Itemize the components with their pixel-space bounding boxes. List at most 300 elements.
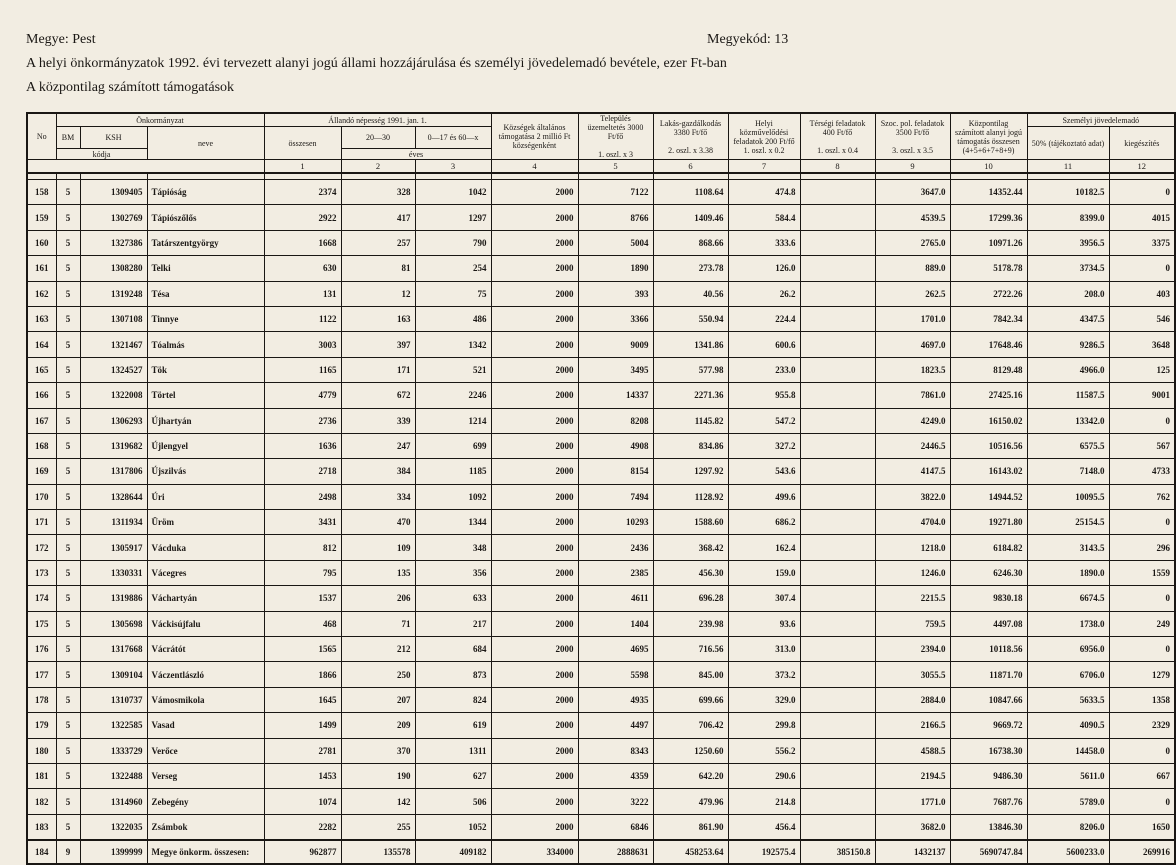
table-cell: 1319248 [80,281,147,306]
table-row [27,535,1175,560]
table-cell: 1588.60 [653,510,728,535]
table-row [27,205,1175,230]
table-cell: 5633.5 [1027,687,1109,712]
table-cell: 370 [341,738,415,763]
total-row [27,840,1175,864]
table-cell: 2000 [491,357,578,382]
table-row [27,306,1175,331]
table-cell: 3003 [264,332,341,357]
table-cell: 166 [27,383,56,408]
table-cell: 868.66 [653,230,728,255]
table-cell: 667 [1109,763,1175,788]
table-cell: 3431 [264,510,341,535]
table-cell: 174 [27,586,56,611]
table-cell: 4249.0 [875,408,950,433]
table-cell: 6846 [578,814,653,840]
table-cell: 169 [27,459,56,484]
table-cell: 5 [56,205,80,230]
table-cell: 1305917 [80,535,147,560]
col-number: 12 [1109,160,1175,174]
col-age-20-30: 20—30 [341,127,415,149]
table-cell: 7494 [578,484,653,509]
col-age-0-17: 0—17 és 60—x [415,127,491,149]
table-cell: 307.4 [728,586,800,611]
col-number: 1 [264,160,341,174]
table-cell: 8206.0 [1027,814,1109,840]
table-cell: 456.4 [728,814,800,840]
table-cell: 5 [56,738,80,763]
table-cell: 2000 [491,332,578,357]
table-cell: 672 [341,383,415,408]
table-cell: 373.2 [728,662,800,687]
table-cell: 16143.02 [950,459,1027,484]
table-cell: 212 [341,637,415,662]
col-telepules-formula: 1. oszl. x 3 [598,150,633,159]
total-cell: 962877 [264,840,341,864]
col-ksh: KSH [80,127,147,149]
table-cell: 2000 [491,281,578,306]
table-cell: 1321467 [80,332,147,357]
col-neve: neve [147,127,264,160]
table-cell [800,637,875,662]
table-cell [800,332,875,357]
table-cell: 4497.08 [950,611,1027,636]
table-cell: 183 [27,814,56,840]
table-cell: 479.96 [653,789,728,814]
col-nepesseg: Állandó népesség 1991. jan. 1. [264,113,491,127]
table-cell: 6575.5 [1027,433,1109,458]
table-cell: 2000 [491,459,578,484]
table-cell: 7122 [578,180,653,205]
table-row [27,230,1175,255]
table-cell: 384 [341,459,415,484]
table-cell: 684 [415,637,491,662]
table-cell: 214.8 [728,789,800,814]
total-cell: 5600233.0 [1027,840,1109,864]
table-cell: 19271.80 [950,510,1027,535]
table-cell: 9009 [578,332,653,357]
table-cell: 206 [341,586,415,611]
table-row [27,256,1175,281]
table-cell: 173 [27,560,56,585]
table-cell: 5 [56,713,80,738]
table-cell: 2000 [491,687,578,712]
table-cell: 556.2 [728,738,800,763]
table-cell: 417 [341,205,415,230]
table-cell: 75 [415,281,491,306]
table-cell: 5 [56,256,80,281]
table-cell: 296 [1109,535,1175,560]
table-cell: 5 [56,637,80,662]
table-row [27,586,1175,611]
table-row [27,611,1175,636]
col-bm: BM [56,127,80,149]
table-cell: 4704.0 [875,510,950,535]
table-cell: Vácegres [147,560,264,585]
table-cell: 4497 [578,713,653,738]
table-cell: 160 [27,230,56,255]
table-row [27,408,1175,433]
table-cell: 5598 [578,662,653,687]
table-cell: 1305698 [80,611,147,636]
table-cell: 4147.5 [875,459,950,484]
table-cell: 1565 [264,637,341,662]
total-cell: 5690747.84 [950,840,1027,864]
table-cell: 181 [27,763,56,788]
table-cell: 9486.30 [950,763,1027,788]
table-cell: 4966.0 [1027,357,1109,382]
table-cell: 1317806 [80,459,147,484]
total-cell: 409182 [415,840,491,864]
table-cell: 7861.0 [875,383,950,408]
table-cell: Újszilvás [147,459,264,484]
table-cell: 2736 [264,408,341,433]
col-telepules [578,113,653,160]
table-cell: 5789.0 [1027,789,1109,814]
table-cell: 1122 [264,306,341,331]
table-cell: 125 [1109,357,1175,382]
table-cell: Tésa [147,281,264,306]
table-cell: 1322585 [80,713,147,738]
table-cell: 1344 [415,510,491,535]
table-cell: 699.66 [653,687,728,712]
col-number: 6 [653,160,728,174]
table-cell: 2000 [491,205,578,230]
table-cell: 224.4 [728,306,800,331]
table-cell: 716.56 [653,637,728,662]
table-cell: 2000 [491,180,578,205]
table-cell: 131 [264,281,341,306]
col-osszesen: összesen [264,127,341,160]
table-cell: 584.4 [728,205,800,230]
table-cell: 2000 [491,789,578,814]
table-row [27,713,1175,738]
table-cell: 1358 [1109,687,1175,712]
table-cell [800,256,875,281]
table-cell: 7687.76 [950,789,1027,814]
table-cell: 4695 [578,637,653,662]
table-cell: 217 [415,611,491,636]
table-cell: 2000 [491,611,578,636]
table-cell: Tök [147,357,264,382]
table-cell [800,230,875,255]
table-cell: 11587.5 [1027,383,1109,408]
total-cell: 334000 [491,840,578,864]
table-cell: 812 [264,535,341,560]
col-szja-50: 50% (tájékoztató adat) [1027,127,1109,160]
table-cell: 3055.5 [875,662,950,687]
table-cell: 6956.0 [1027,637,1109,662]
table-cell: 1314960 [80,789,147,814]
table-cell: 1309405 [80,180,147,205]
table-cell: Tatárszentgyörgy [147,230,264,255]
col-kozsegek: Községek általános támogatása 2 millió Ft községenként [491,113,578,160]
col-lakas-title: Lakás-gazdálkodás 3380 Ft/fő [659,118,722,137]
table-cell: 474.8 [728,180,800,205]
total-cell: Megye önkorm. összesen: [147,840,264,864]
table-cell: 172 [27,535,56,560]
table-cell: 4090.5 [1027,713,1109,738]
col-lakas [653,113,728,160]
table-cell: 1559 [1109,560,1175,585]
table-cell: 1311934 [80,510,147,535]
table-row [27,281,1175,306]
table-cell: 5004 [578,230,653,255]
table-cell: 2000 [491,306,578,331]
table-cell: 2282 [264,814,341,840]
table-cell: 126.0 [728,256,800,281]
table-cell [800,662,875,687]
table-cell: 0 [1109,408,1175,433]
table-cell: 468 [264,611,341,636]
table-cell: 8154 [578,459,653,484]
table-cell: 2922 [264,205,341,230]
col-szoc [875,113,950,160]
table-cell: 2329 [1109,713,1175,738]
table-cell: Tápiószőlős [147,205,264,230]
col-onkormanyzat: Önkormányzat [56,113,264,127]
table-cell: 6706.0 [1027,662,1109,687]
table-row [27,789,1175,814]
table-cell: 1279 [1109,662,1175,687]
table-cell: 1650 [1109,814,1175,840]
table-cell: Telki [147,256,264,281]
table-cell: 5 [56,433,80,458]
table-cell: 1327386 [80,230,147,255]
table-cell: 1453 [264,763,341,788]
col-no: No [27,113,56,160]
table-cell: 546 [1109,306,1175,331]
table-cell: 8129.48 [950,357,1027,382]
table-cell: 273.78 [653,256,728,281]
table-cell: 93.6 [728,611,800,636]
table-row [27,738,1175,763]
table-cell: 686.2 [728,510,800,535]
table-cell: 1042 [415,180,491,205]
table-cell [800,484,875,509]
col-kozponti [950,113,1027,160]
table-row [27,357,1175,382]
table-cell: 109 [341,535,415,560]
total-cell: 1432137 [875,840,950,864]
table-cell: 1342 [415,332,491,357]
total-cell: 269916 [1109,840,1175,864]
table-cell: 5 [56,459,80,484]
table-cell: 5 [56,687,80,712]
table-cell: 1319886 [80,586,147,611]
table-cell: 2000 [491,560,578,585]
table-cell: 168 [27,433,56,458]
table-cell: 171 [341,357,415,382]
table-cell: 0 [1109,637,1175,662]
table-cell: 824 [415,687,491,712]
table-cell: Vámosmikola [147,687,264,712]
page-subtitle: A központilag számított támogatások [26,80,235,95]
table-cell: 3143.5 [1027,535,1109,560]
table-cell: 0 [1109,738,1175,763]
table-cell [800,763,875,788]
table-cell [800,535,875,560]
table-cell: 3495 [578,357,653,382]
table-cell: 5 [56,332,80,357]
table-cell: 1738.0 [1027,611,1109,636]
table-cell: 600.6 [728,332,800,357]
table-cell: Vácduka [147,535,264,560]
total-cell: 135578 [341,840,415,864]
total-cell: 9 [56,840,80,864]
table-cell: 17299.36 [950,205,1027,230]
table-cell: 4359 [578,763,653,788]
table-cell: 4697.0 [875,332,950,357]
table-row [27,814,1175,840]
table-cell: 1145.82 [653,408,728,433]
table-cell: 1890.0 [1027,560,1109,585]
table-cell: 1701.0 [875,306,950,331]
table-cell: 313.0 [728,637,800,662]
table-cell: 627 [415,763,491,788]
col-kiegeszites: kiegészítés [1109,127,1175,160]
table-cell: 165 [27,357,56,382]
table-cell: 2000 [491,510,578,535]
table-cell: 209 [341,713,415,738]
table-cell: 1645 [264,687,341,712]
table-cell: 180 [27,738,56,763]
table-cell: 696.28 [653,586,728,611]
table-cell: 1499 [264,713,341,738]
table-cell: 190 [341,763,415,788]
table-cell: 164 [27,332,56,357]
table-cell: 25154.5 [1027,510,1109,535]
table-cell: Verseg [147,763,264,788]
table-cell: 2000 [491,637,578,662]
table-cell: 10095.5 [1027,484,1109,509]
total-cell: 192575.4 [728,840,800,864]
col-helyi-formula: 1. oszl. x 0.2 [743,145,785,155]
table-cell: 5 [56,230,80,255]
table-cell: 1322035 [80,814,147,840]
table-cell: 329.0 [728,687,800,712]
table-cell: 13846.30 [950,814,1027,840]
table-cell: 2000 [491,662,578,687]
table-cell: 845.00 [653,662,728,687]
table-cell: 171 [27,510,56,535]
table-cell: 1308280 [80,256,147,281]
table-cell: 162.4 [728,535,800,560]
table-row [27,484,1175,509]
table-cell: 1328644 [80,484,147,509]
table-cell: 619 [415,713,491,738]
table-cell: 5611.0 [1027,763,1109,788]
table-cell: 2271.36 [653,383,728,408]
table-cell: 5 [56,484,80,509]
col-number-blank [27,160,264,174]
table-cell: 795 [264,560,341,585]
col-number: 3 [415,160,491,174]
table-cell: 3734.5 [1027,256,1109,281]
table-cell: 10847.66 [950,687,1027,712]
col-number: 9 [875,160,950,174]
table-cell: Vácrátót [147,637,264,662]
table-cell: 1250.60 [653,738,728,763]
table-cell: 5 [56,281,80,306]
table-cell: 250 [341,662,415,687]
table-cell: 630 [264,256,341,281]
table-cell: Zsámbok [147,814,264,840]
support-table [26,112,1176,865]
table-row [27,510,1175,535]
total-cell: 458253.64 [653,840,728,864]
table-cell: Újhartyán [147,408,264,433]
table-cell: 3222 [578,789,653,814]
table-cell: 3647.0 [875,180,950,205]
table-cell: 397 [341,332,415,357]
county-label: Megye: Pest [26,32,96,47]
col-number: 11 [1027,160,1109,174]
table-cell: 1310737 [80,687,147,712]
col-szoc-formula: 3. oszl. x 3.5 [892,145,933,155]
table-cell: Vasad [147,713,264,738]
table-cell: 3375 [1109,230,1175,255]
table-cell: 5 [56,306,80,331]
table-cell: 5 [56,814,80,840]
table-cell: 1404 [578,611,653,636]
col-tersegi [800,113,875,160]
table-cell: 4733 [1109,459,1175,484]
table-cell: 1319682 [80,433,147,458]
table-cell [800,560,875,585]
table-cell: 2000 [491,586,578,611]
table-cell: 2000 [491,408,578,433]
table-cell: 1311 [415,738,491,763]
table-cell: 328 [341,180,415,205]
table-cell: 5 [56,180,80,205]
table-cell: 3956.5 [1027,230,1109,255]
table-cell: 861.90 [653,814,728,840]
table-cell [800,433,875,458]
table-cell: 762 [1109,484,1175,509]
table-cell: 393 [578,281,653,306]
table-cell: 1636 [264,433,341,458]
table-row [27,687,1175,712]
table-cell [800,383,875,408]
county-code-label: Megyekód: 13 [707,32,789,47]
table-cell: 16150.02 [950,408,1027,433]
table-cell: 239.98 [653,611,728,636]
table-cell: 1246.0 [875,560,950,585]
table-cell: 5 [56,535,80,560]
table-cell: 633 [415,586,491,611]
table-cell: 8766 [578,205,653,230]
table-cell: 4908 [578,433,653,458]
table-cell [800,611,875,636]
table-cell: Váckisújfalu [147,611,264,636]
table-cell: 1307108 [80,306,147,331]
table-cell: 5 [56,611,80,636]
table-cell: 177 [27,662,56,687]
table-cell: 470 [341,510,415,535]
table-cell: 759.5 [875,611,950,636]
table-cell: 1322008 [80,383,147,408]
table-row [27,637,1175,662]
table-cell: 4539.5 [875,205,950,230]
table-cell: 2446.5 [875,433,950,458]
col-tersegi-title: Térségi feladatok 400 Ft/fő [809,118,866,137]
table-cell: 456.30 [653,560,728,585]
table-cell: 176 [27,637,56,662]
table-cell: 81 [341,256,415,281]
table-cell: 5 [56,763,80,788]
table-cell: 1771.0 [875,789,950,814]
